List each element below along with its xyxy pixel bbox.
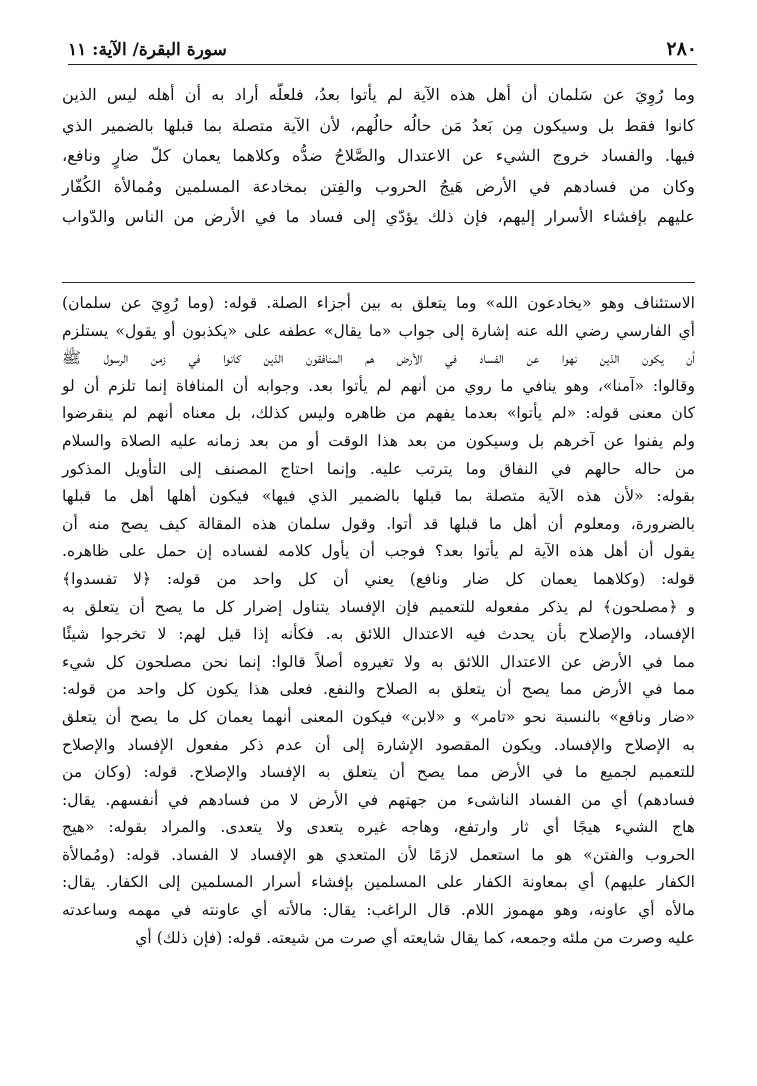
main-line: عليهم بإفشاء الأسرار إليهم، فإن ذلك يؤدّي إلى فساد ما في الأرض من الناس والدّواب [62, 207, 695, 227]
note-line: من حاله حالهم في النفاق وما يترتب عليه. وإنما احتاج المصنف إلى التأويل المذكور [62, 459, 695, 478]
note-line: مما في الأرض مما يصح أن يتعلق به الصلاح والنفع. فعلى هذا يكون كل واحد من قوله: [62, 680, 695, 699]
commentary-notes [62, 290, 695, 952]
note-line: به الإصلاح والإفساد. ويكون المقصود الإشارة إلى أن عدم ذكر مفعول الإفساد والإصلاح [62, 735, 695, 754]
note-line: الإفساد، والإصلاح بأن يحدث فيه الاعتدال اللائق به. فكأنه إذا قيل لهم: لا تخرجوا شيئًا [62, 625, 695, 644]
note-line: أي الفارسي رضي الله عنه إشارة إلى جواب «ما يقال» عطفه على «يكذبون أو يقول» يستلزم [62, 321, 695, 340]
note-line: قوله: (وكلاهما يعمان كل ضار ونافع) يعني أن كل واحد من قوله: ﴿لا تفسدوا﴾ [62, 569, 695, 588]
page-header [68, 30, 697, 65]
note-line: و ﴿مصلحون﴾ لم يذكر مفعوله للتعميم فإن الإفساد يتناول إضرار كل ما يصح أن يتعلق به [62, 597, 695, 616]
note-line: مالأه أي عاونه، وهو مهموز اللام. قال الراغب: يقال: مالأته أي عاونته في مهمه وساعدته [62, 901, 695, 920]
note-line: يقول أن أهل هذه الآية لم يأتوا بعد؟ فوجب أن يأول كلامه لفساده إن حمل على ظاهره. [62, 542, 695, 561]
note-line: أن يكون الذين نهوا عن الفساد في الأرض هم المنافقون الذين كانوا في زمن الرسول ﷺ [62, 349, 695, 368]
page-number: ٢٨٠ [666, 38, 697, 60]
note-line: بالضرورة، ومعلوم أن أهل ما قبلها قد أتوا. وقول سلمان هذه المقالة كيف يصح منه أن [62, 514, 695, 533]
footnote-divider [62, 282, 695, 283]
note-line: الاستئناف وهو «يخادعون الله» وما يتعلق به بين أجزاء الصلة. قوله: (وما رُوِيَ عن سلمان) [62, 294, 695, 312]
note-line: وقالوا: «آمنا»، وهو ينافي ما روي من أنهم لم يأتوا بعد. وجوابه أن المنافاة إنما تلزم أن لو [62, 376, 695, 395]
main-line: فيها. والفساد خروج الشيء عن الاعتدال والصَّلاحُ ضدُّه وكلاهما يعمان كلّ ضارٍ ونافع، [62, 146, 695, 166]
note-line: عليه وصرت من ملئه وجمعه، كما يقال شايعته أي صرت من شيعته. قوله: (فإن ذلك) أي [135, 928, 695, 947]
main-line: كانوا فقط بل وسيكون مِن بَعدُ مَن حالُه حالُهم، لأن الآية متصلة بما قبلها بالضمير الذي [62, 115, 695, 135]
note-line: للتعميم لجميع ما في الأرض مما يصح أن يتعلق به الإفساد والإصلاح. قوله: (وكان من [62, 763, 695, 782]
note-line: هاج الشيء هيجًا أي ثار وارتفع، وهاجه غيره يتعدى ولا يتعدى. والمراد بقوله: «هيج [62, 818, 695, 837]
surah-title: سورة البقرة/ الآية: ١١ [68, 40, 227, 60]
note-line: كان معنى قوله: «لم يأتوا» بعدما يفهم من ظاهره وليس كذلك، بل معناه أنهم لم ينقرضوا [62, 404, 695, 423]
note-line: بقوله: «لأن هذه الآية متصلة بما قبلها بالضمير الذي فيها» فيكون أهلها أهل ما قبلها [62, 487, 695, 506]
note-line: مما في الأرض عن الاعتدال اللائق به ولا تغيروه أصلاً قالوا: إنما نحن مصلحون كل شيء [62, 652, 695, 671]
note-line: الحروب والفتن» هو ما استعمل لازمًا لأن المتعدي هو الإفساد لا الفساد. قوله: (ومُمالأة [62, 845, 695, 864]
note-line: «ضار ونافع» بالنسبة نحو «تامر» و «لابن» فيكون المعنى أنهما يعمان كل ما يصح أن يتعلق [62, 707, 695, 726]
note-line: الكفار عليهم) أي بمعاونة الكفار على المسلمين بإفشاء أسرار المسلمين إلى الكفار. يقال: [62, 873, 695, 892]
note-line: فسادهم) أي من الفساد الناشىء من جهتهم في الأرض لا من فسادهم في أنفسهم. يقال: [62, 790, 695, 809]
note-line: ولم يفنوا عن آخرهم بل وسيكون من بعد هذا الوقت أو من بعد زمانه عليه الصلاة والسلام [62, 431, 695, 450]
main-text [62, 80, 695, 233]
main-line: وكان من فسادهم في الأرض هَيجُ الحروب والفِتن بمخادعة المسلمين ومُمالأة الكُفّار [62, 176, 695, 196]
main-line: وما رُوِيَ عن سَلمان أن أهل هذه الآية لم يأتوا بعدُ، فلعلّه أراد به أن أهله ليس الذين [62, 85, 695, 104]
